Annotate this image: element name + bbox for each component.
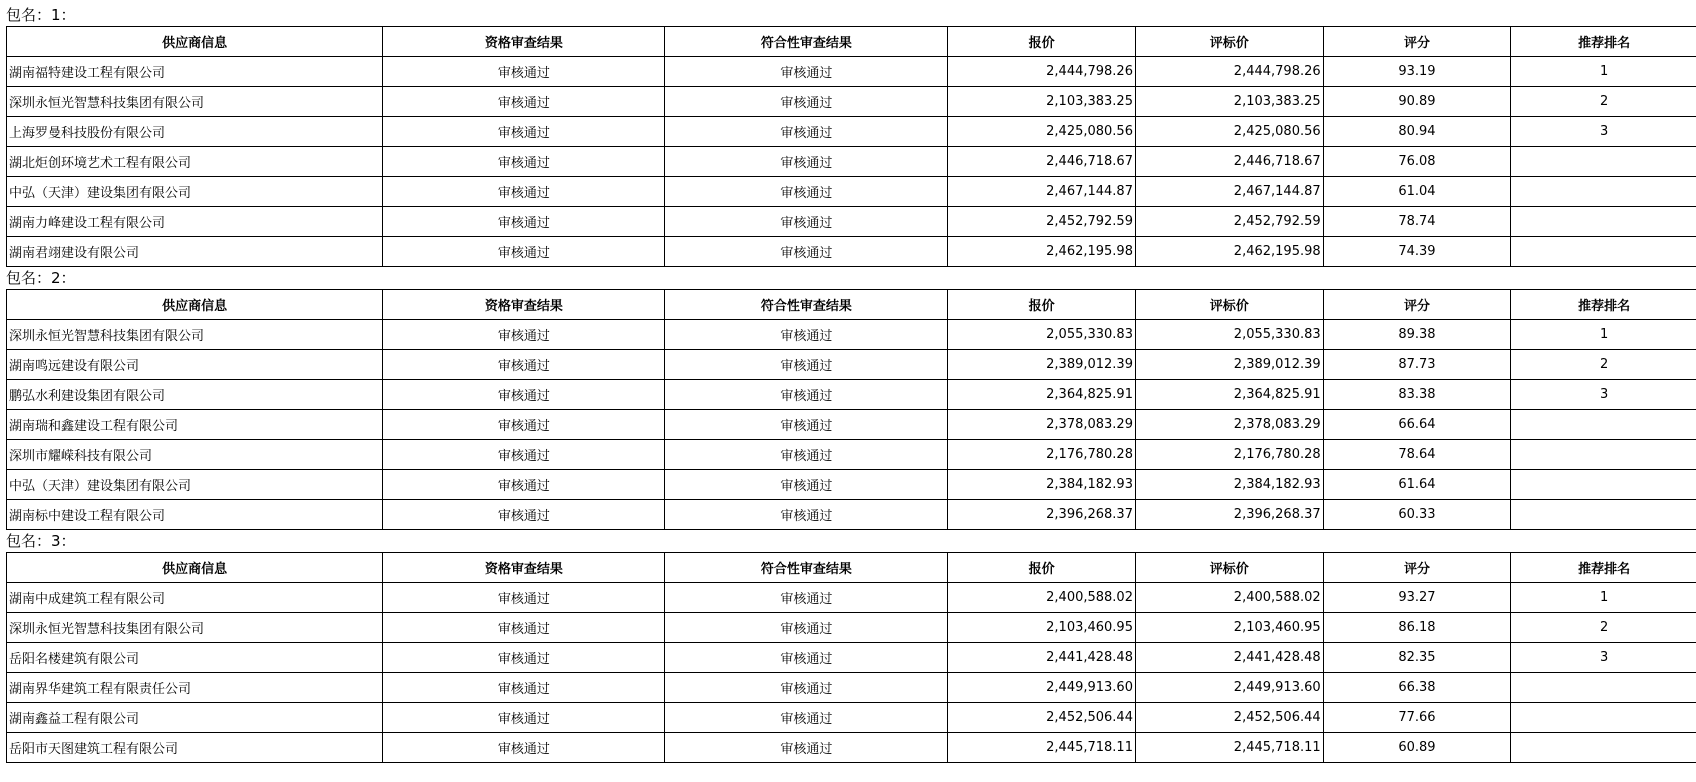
- cell-compliance: 审核通过: [665, 470, 948, 500]
- cell-evaluated-price: 2,103,383.25: [1135, 87, 1323, 117]
- cell-price: 2,103,460.95: [948, 613, 1136, 643]
- cell-supplier: 岳阳名楼建筑有限公司: [7, 643, 383, 673]
- cell-rank: 1: [1511, 57, 1696, 87]
- cell-price: 2,384,182.93: [948, 470, 1136, 500]
- column-header-rank: 推荐排名: [1511, 27, 1696, 57]
- cell-evaluated-price: 2,462,195.98: [1135, 237, 1323, 267]
- cell-compliance: 审核通过: [665, 440, 948, 470]
- cell-evaluated-price: 2,441,428.48: [1135, 643, 1323, 673]
- cell-evaluated-price: 2,384,182.93: [1135, 470, 1323, 500]
- column-header-rank: 推荐排名: [1511, 290, 1696, 320]
- table-row: [7, 320, 1696, 350]
- table-row: [7, 117, 1696, 147]
- cell-price: 2,389,012.39: [948, 350, 1136, 380]
- cell-evaluated-price: 2,389,012.39: [1135, 350, 1323, 380]
- cell-supplier: 湖南君翊建设有限公司: [7, 237, 383, 267]
- table-row: [7, 177, 1696, 207]
- cell-rank: [1511, 237, 1696, 267]
- table-row: [7, 673, 1696, 703]
- column-header-compliance: 符合性审查结果: [665, 290, 948, 320]
- column-header-compliance: 符合性审查结果: [665, 27, 948, 57]
- table-header-row: [7, 27, 1696, 57]
- table-row: [7, 87, 1696, 117]
- cell-price: 2,462,195.98: [948, 237, 1136, 267]
- cell-qualification: 审核通过: [383, 583, 665, 613]
- cell-score: 60.89: [1323, 733, 1511, 763]
- cell-score: 60.33: [1323, 500, 1511, 530]
- column-header-evaluated-price: 评标价: [1135, 27, 1323, 57]
- cell-qualification: 审核通过: [383, 350, 665, 380]
- cell-evaluated-price: 2,446,718.67: [1135, 147, 1323, 177]
- cell-compliance: 审核通过: [665, 147, 948, 177]
- cell-price: 2,446,718.67: [948, 147, 1136, 177]
- cell-evaluated-price: 2,378,083.29: [1135, 410, 1323, 440]
- cell-rank: [1511, 147, 1696, 177]
- cell-qualification: 审核通过: [383, 673, 665, 703]
- table-row: [7, 613, 1696, 643]
- cell-supplier: 湖南福特建设工程有限公司: [7, 57, 383, 87]
- column-header-evaluated-price: 评标价: [1135, 290, 1323, 320]
- package-results-table: [6, 26, 1696, 267]
- cell-qualification: 审核通过: [383, 177, 665, 207]
- cell-compliance: 审核通过: [665, 207, 948, 237]
- cell-price: 2,425,080.56: [948, 117, 1136, 147]
- cell-price: 2,378,083.29: [948, 410, 1136, 440]
- cell-supplier: 湖南鑫益工程有限公司: [7, 703, 383, 733]
- cell-qualification: 审核通过: [383, 643, 665, 673]
- table-row: [7, 470, 1696, 500]
- cell-compliance: 审核通过: [665, 643, 948, 673]
- package-title: 包名：2：: [6, 269, 76, 287]
- cell-qualification: 审核通过: [383, 237, 665, 267]
- cell-supplier: 深圳永恒光智慧科技集团有限公司: [7, 613, 383, 643]
- cell-price: 2,364,825.91: [948, 380, 1136, 410]
- cell-evaluated-price: 2,364,825.91: [1135, 380, 1323, 410]
- package-title: 包名：3：: [6, 532, 76, 550]
- cell-score: 76.08: [1323, 147, 1511, 177]
- cell-price: 2,055,330.83: [948, 320, 1136, 350]
- cell-price: 2,400,588.02: [948, 583, 1136, 613]
- cell-rank: [1511, 440, 1696, 470]
- cell-score: 78.74: [1323, 207, 1511, 237]
- cell-price: 2,444,798.26: [948, 57, 1136, 87]
- table-row: [7, 350, 1696, 380]
- cell-price: 2,103,383.25: [948, 87, 1136, 117]
- table-row: [7, 733, 1696, 763]
- column-header-qualification: 资格审查结果: [383, 553, 665, 583]
- cell-rank: [1511, 733, 1696, 763]
- cell-compliance: 审核通过: [665, 177, 948, 207]
- cell-rank: 2: [1511, 613, 1696, 643]
- cell-rank: 2: [1511, 87, 1696, 117]
- cell-compliance: 审核通过: [665, 673, 948, 703]
- table-row: [7, 583, 1696, 613]
- cell-price: 2,452,792.59: [948, 207, 1136, 237]
- cell-evaluated-price: 2,445,718.11: [1135, 733, 1323, 763]
- cell-qualification: 审核通过: [383, 500, 665, 530]
- cell-score: 83.38: [1323, 380, 1511, 410]
- cell-score: 61.64: [1323, 470, 1511, 500]
- cell-supplier: 湖南力峰建设工程有限公司: [7, 207, 383, 237]
- cell-rank: 3: [1511, 380, 1696, 410]
- cell-supplier: 深圳永恒光智慧科技集团有限公司: [7, 87, 383, 117]
- column-header-compliance: 符合性审查结果: [665, 553, 948, 583]
- cell-evaluated-price: 2,449,913.60: [1135, 673, 1323, 703]
- cell-supplier: 湖南标中建设工程有限公司: [7, 500, 383, 530]
- cell-evaluated-price: 2,396,268.37: [1135, 500, 1323, 530]
- cell-price: 2,441,428.48: [948, 643, 1136, 673]
- cell-score: 77.66: [1323, 703, 1511, 733]
- cell-score: 66.64: [1323, 410, 1511, 440]
- cell-rank: 1: [1511, 320, 1696, 350]
- cell-score: 87.73: [1323, 350, 1511, 380]
- cell-score: 86.18: [1323, 613, 1511, 643]
- cell-evaluated-price: 2,400,588.02: [1135, 583, 1323, 613]
- cell-compliance: 审核通过: [665, 733, 948, 763]
- table-header-row: [7, 553, 1696, 583]
- cell-qualification: 审核通过: [383, 733, 665, 763]
- cell-supplier: 中弘（天津）建设集团有限公司: [7, 470, 383, 500]
- cell-price: 2,396,268.37: [948, 500, 1136, 530]
- cell-supplier: 中弘（天津）建设集团有限公司: [7, 177, 383, 207]
- cell-compliance: 审核通过: [665, 703, 948, 733]
- cell-supplier: 湖南界华建筑工程有限责任公司: [7, 673, 383, 703]
- package-results-table: [6, 289, 1696, 530]
- cell-compliance: 审核通过: [665, 350, 948, 380]
- cell-rank: [1511, 207, 1696, 237]
- cell-evaluated-price: 2,444,798.26: [1135, 57, 1323, 87]
- cell-compliance: 审核通过: [665, 237, 948, 267]
- table-row: [7, 237, 1696, 267]
- cell-supplier: 上海罗曼科技股份有限公司: [7, 117, 383, 147]
- table-row: [7, 410, 1696, 440]
- cell-score: 82.35: [1323, 643, 1511, 673]
- column-header-supplier: 供应商信息: [7, 553, 383, 583]
- column-header-qualification: 资格审查结果: [383, 27, 665, 57]
- table-row: [7, 147, 1696, 177]
- cell-compliance: 审核通过: [665, 583, 948, 613]
- table-header-row: [7, 290, 1696, 320]
- cell-compliance: 审核通过: [665, 613, 948, 643]
- cell-compliance: 审核通过: [665, 117, 948, 147]
- cell-score: 74.39: [1323, 237, 1511, 267]
- cell-rank: 3: [1511, 117, 1696, 147]
- cell-supplier: 鹏弘水利建设集团有限公司: [7, 380, 383, 410]
- cell-qualification: 审核通过: [383, 57, 665, 87]
- cell-supplier: 湖北炬创环境艺术工程有限公司: [7, 147, 383, 177]
- cell-rank: [1511, 410, 1696, 440]
- cell-compliance: 审核通过: [665, 410, 948, 440]
- table-row: [7, 57, 1696, 87]
- column-header-price: 报价: [948, 553, 1136, 583]
- cell-rank: [1511, 703, 1696, 733]
- cell-compliance: 审核通过: [665, 57, 948, 87]
- cell-evaluated-price: 2,452,506.44: [1135, 703, 1323, 733]
- package-results-table: [6, 552, 1696, 763]
- cell-score: 90.89: [1323, 87, 1511, 117]
- cell-supplier: 深圳市耀嵘科技有限公司: [7, 440, 383, 470]
- table-row: [7, 440, 1696, 470]
- cell-compliance: 审核通过: [665, 500, 948, 530]
- cell-qualification: 审核通过: [383, 380, 665, 410]
- cell-price: 2,467,144.87: [948, 177, 1136, 207]
- cell-price: 2,176,780.28: [948, 440, 1136, 470]
- cell-supplier: 岳阳市天图建筑工程有限公司: [7, 733, 383, 763]
- cell-supplier: 深圳永恒光智慧科技集团有限公司: [7, 320, 383, 350]
- cell-qualification: 审核通过: [383, 440, 665, 470]
- table-row: [7, 380, 1696, 410]
- cell-rank: 3: [1511, 643, 1696, 673]
- cell-evaluated-price: 2,176,780.28: [1135, 440, 1323, 470]
- cell-evaluated-price: 2,425,080.56: [1135, 117, 1323, 147]
- table-row: [7, 500, 1696, 530]
- cell-price: 2,452,506.44: [948, 703, 1136, 733]
- cell-supplier: 湖南鸣远建设有限公司: [7, 350, 383, 380]
- table-row: [7, 703, 1696, 733]
- cell-evaluated-price: 2,452,792.59: [1135, 207, 1323, 237]
- cell-supplier: 湖南中成建筑工程有限公司: [7, 583, 383, 613]
- cell-qualification: 审核通过: [383, 410, 665, 440]
- cell-price: 2,445,718.11: [948, 733, 1136, 763]
- column-header-price: 报价: [948, 290, 1136, 320]
- cell-score: 61.04: [1323, 177, 1511, 207]
- cell-rank: [1511, 673, 1696, 703]
- cell-compliance: 审核通过: [665, 320, 948, 350]
- cell-evaluated-price: 2,103,460.95: [1135, 613, 1323, 643]
- cell-qualification: 审核通过: [383, 147, 665, 177]
- cell-price: 2,449,913.60: [948, 673, 1136, 703]
- table-row: [7, 207, 1696, 237]
- cell-score: 66.38: [1323, 673, 1511, 703]
- cell-qualification: 审核通过: [383, 613, 665, 643]
- cell-rank: 2: [1511, 350, 1696, 380]
- column-header-score: 评分: [1323, 290, 1511, 320]
- cell-score: 89.38: [1323, 320, 1511, 350]
- cell-rank: [1511, 177, 1696, 207]
- cell-qualification: 审核通过: [383, 117, 665, 147]
- cell-qualification: 审核通过: [383, 87, 665, 117]
- cell-score: 78.64: [1323, 440, 1511, 470]
- column-header-supplier: 供应商信息: [7, 27, 383, 57]
- table-row: [7, 643, 1696, 673]
- cell-qualification: 审核通过: [383, 320, 665, 350]
- cell-rank: [1511, 470, 1696, 500]
- cell-evaluated-price: 2,467,144.87: [1135, 177, 1323, 207]
- cell-rank: 1: [1511, 583, 1696, 613]
- column-header-supplier: 供应商信息: [7, 290, 383, 320]
- cell-qualification: 审核通过: [383, 703, 665, 733]
- column-header-score: 评分: [1323, 553, 1511, 583]
- column-header-evaluated-price: 评标价: [1135, 553, 1323, 583]
- cell-qualification: 审核通过: [383, 207, 665, 237]
- column-header-score: 评分: [1323, 27, 1511, 57]
- column-header-qualification: 资格审查结果: [383, 290, 665, 320]
- cell-qualification: 审核通过: [383, 470, 665, 500]
- cell-compliance: 审核通过: [665, 380, 948, 410]
- cell-score: 80.94: [1323, 117, 1511, 147]
- cell-score: 93.19: [1323, 57, 1511, 87]
- cell-evaluated-price: 2,055,330.83: [1135, 320, 1323, 350]
- cell-compliance: 审核通过: [665, 87, 948, 117]
- column-header-price: 报价: [948, 27, 1136, 57]
- column-header-rank: 推荐排名: [1511, 553, 1696, 583]
- cell-score: 93.27: [1323, 583, 1511, 613]
- cell-supplier: 湖南瑞和鑫建设工程有限公司: [7, 410, 383, 440]
- package-title: 包名：1：: [6, 6, 76, 24]
- cell-rank: [1511, 500, 1696, 530]
